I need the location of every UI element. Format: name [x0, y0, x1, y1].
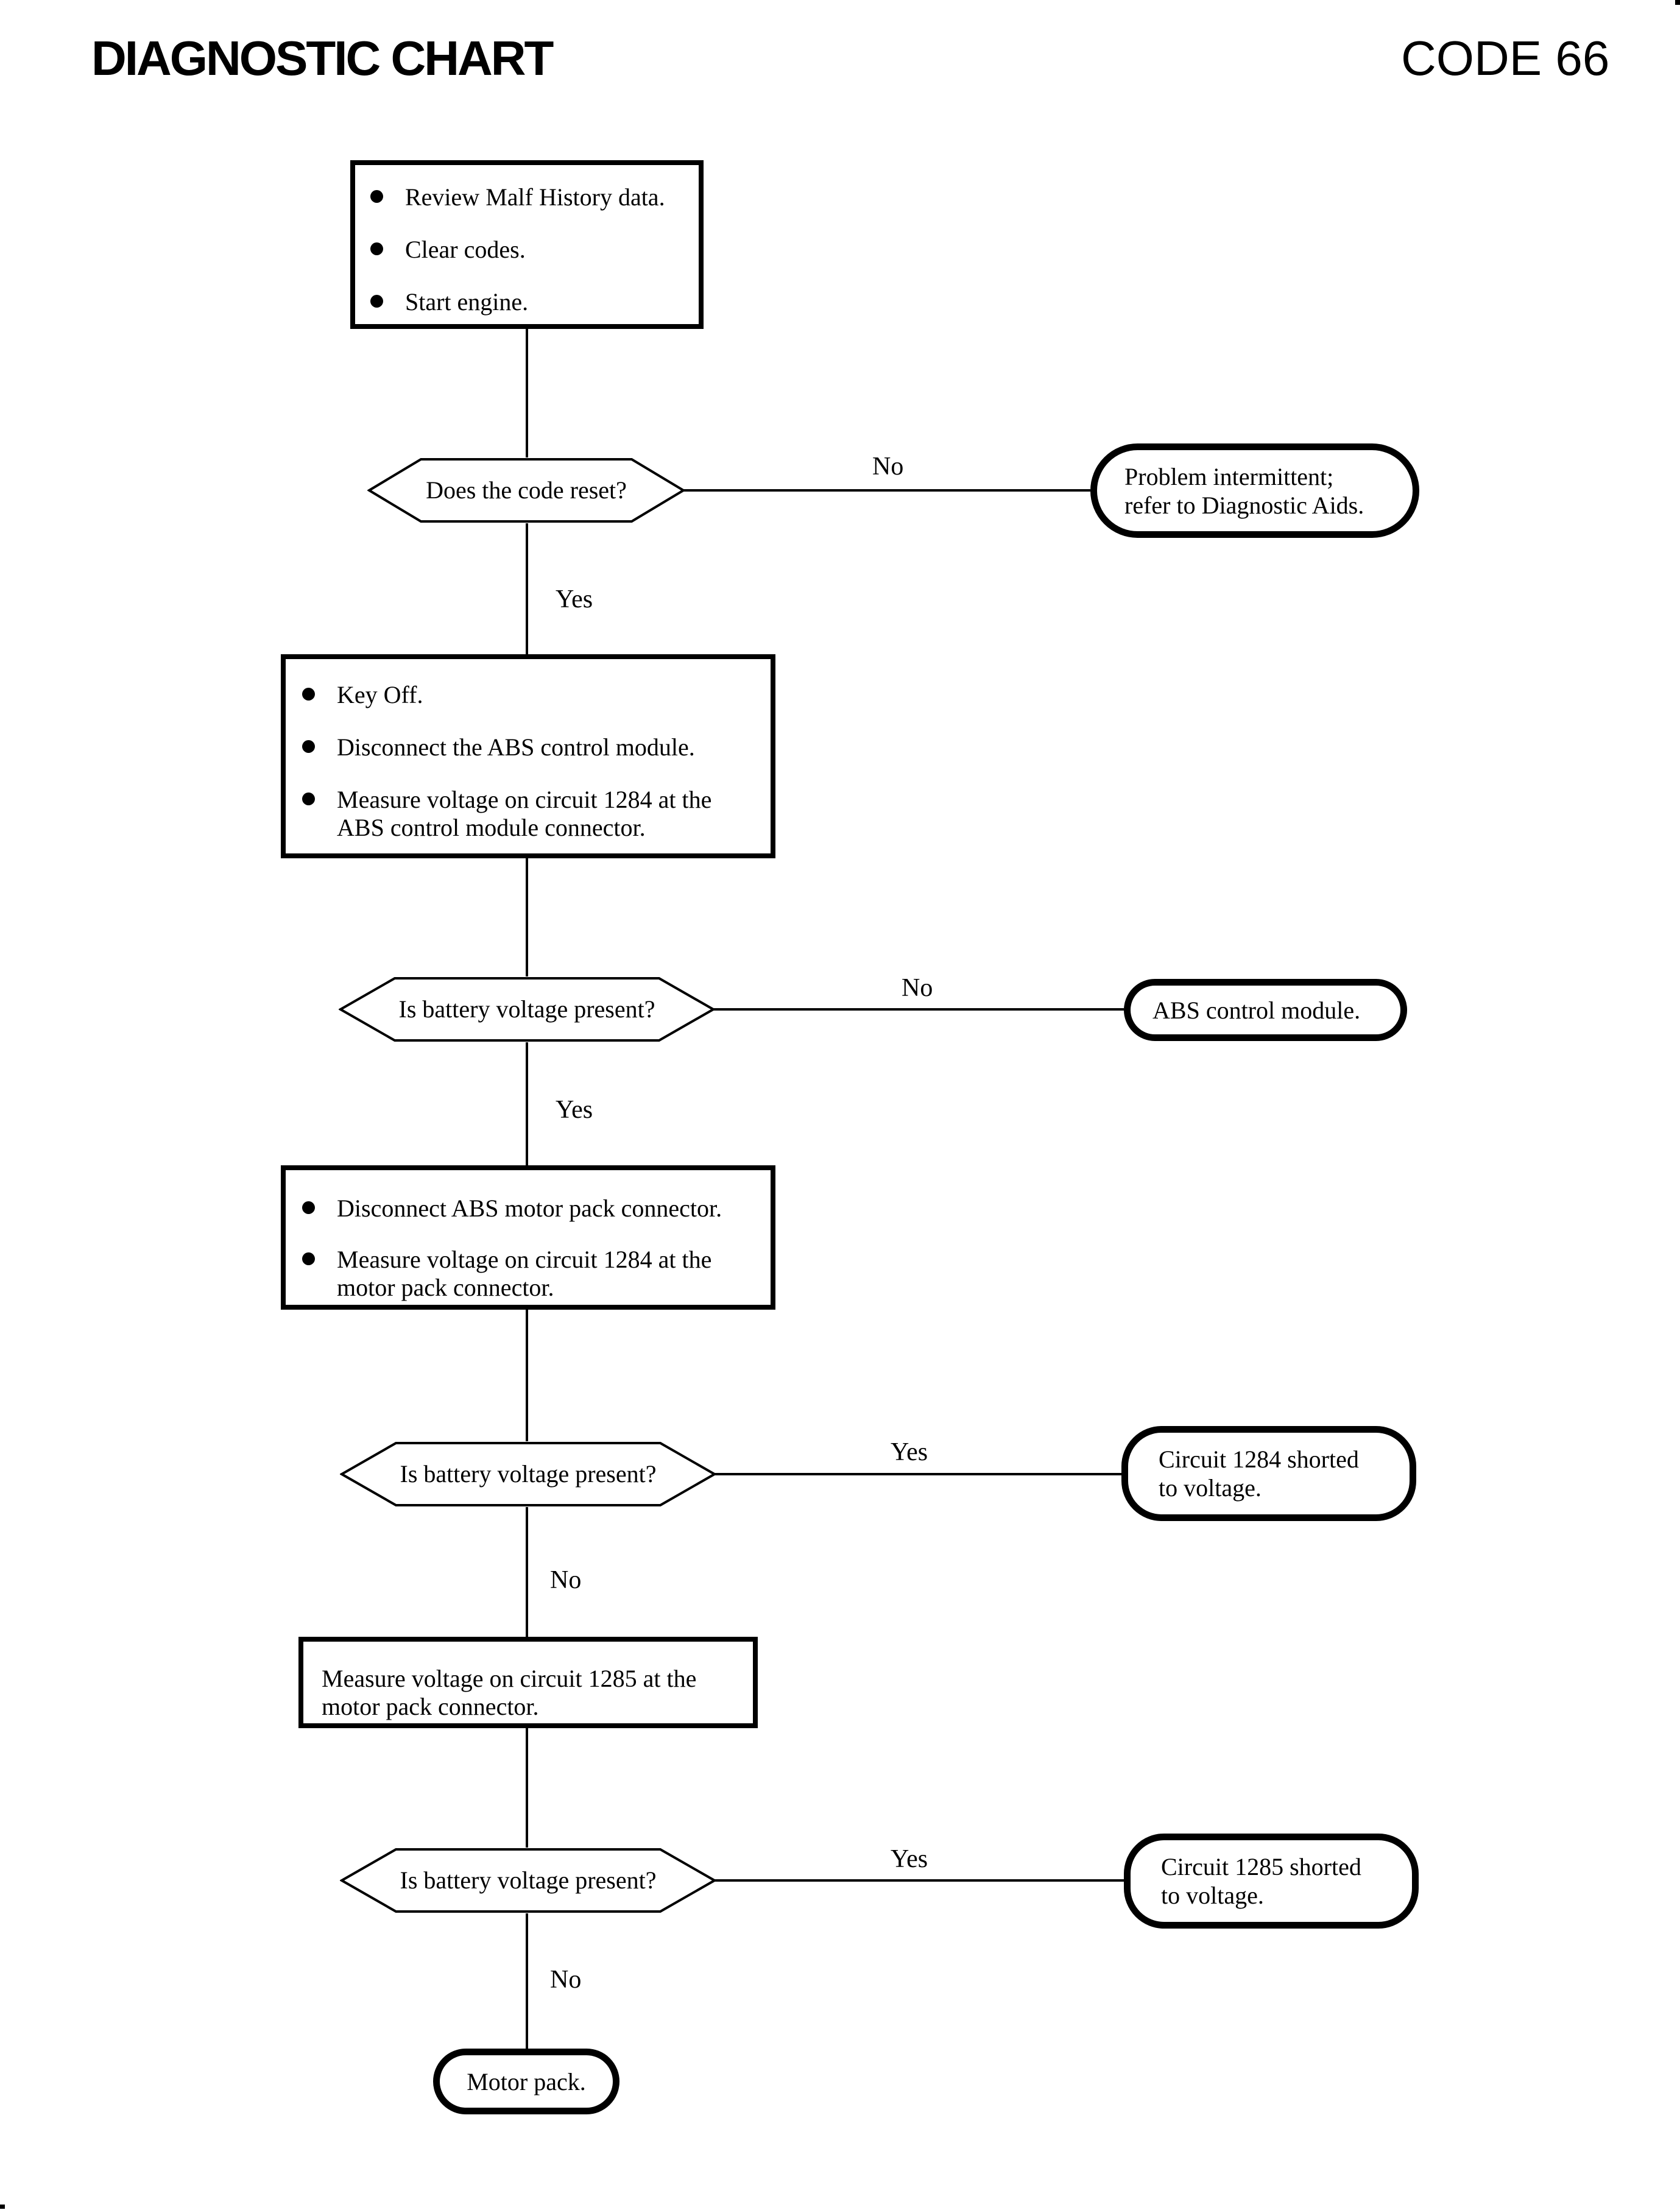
result-motor-pack — [433, 2049, 619, 2114]
step-box-initial-checks — [350, 160, 704, 329]
bullet-icon — [370, 295, 383, 308]
connector-decision3-yes-branch — [715, 1473, 1121, 1475]
bullet-icon — [302, 688, 315, 701]
bullet-icon — [302, 1201, 315, 1214]
decision-question: Is battery voltage present? — [400, 1866, 657, 1894]
bullet-icon — [370, 242, 383, 255]
result-circuit-1285-shorted — [1124, 1834, 1419, 1929]
step-text: Disconnect ABS motor pack connector. — [337, 1195, 722, 1222]
step-box-abs-module-voltage — [281, 654, 775, 858]
list-item — [302, 1246, 745, 1302]
step-text: Start engine. — [405, 288, 529, 316]
connector-decision4-to-motor-pack — [526, 1913, 528, 2049]
branch-label-yes: Yes — [556, 1096, 593, 1124]
step-text: Measure voltage on circuit 1284 at the ABS control module connector. — [337, 786, 712, 841]
bullet-icon — [302, 793, 315, 805]
connector-decision2-no-branch — [713, 1008, 1124, 1011]
connector-decision1-no-branch — [683, 489, 1090, 492]
branch-label-no: No — [902, 974, 933, 1002]
bullet-icon — [302, 1252, 315, 1265]
connector-box2-to-decision2 — [526, 858, 528, 976]
decision-battery-voltage-3 — [340, 1848, 716, 1913]
branch-label-yes: Yes — [891, 1438, 928, 1466]
list-item — [302, 786, 745, 842]
result-circuit-1284-shorted — [1121, 1426, 1416, 1521]
connector-decision1-to-box2 — [526, 523, 528, 654]
list-item — [302, 733, 745, 761]
list-item — [302, 681, 745, 709]
branch-label-no: No — [872, 453, 904, 481]
branch-label-yes: Yes — [556, 585, 593, 613]
connector-box1-to-decision1 — [526, 329, 528, 457]
branch-label-no: No — [550, 1966, 582, 1994]
page-code-number: CODE 66 — [1401, 31, 1610, 85]
step-text: Measure voltage on circuit 1284 at the motor pack connector. — [337, 1246, 712, 1301]
list-item — [370, 183, 686, 211]
decision-question: Does the code reset? — [426, 476, 627, 504]
result-text-line: Circuit 1285 shorted — [1161, 1853, 1361, 1880]
decision-question: Is battery voltage present? — [398, 995, 655, 1023]
list-item — [370, 236, 686, 264]
connector-box3-to-decision3 — [526, 1310, 528, 1441]
scan-artifact-bottom-left — [0, 2205, 5, 2209]
result-text-line: Motor pack. — [467, 2067, 586, 2095]
result-text-line: Problem intermittent; — [1124, 462, 1334, 490]
bullet-icon — [370, 190, 383, 203]
scan-artifact-top-right — [1675, 0, 1680, 5]
connector-decision2-to-box3 — [526, 1042, 528, 1165]
decision-battery-voltage-1 — [339, 976, 715, 1042]
result-text-line: ABS control module. — [1152, 996, 1361, 1024]
decision-battery-voltage-2 — [340, 1441, 716, 1507]
branch-label-no: No — [550, 1566, 582, 1594]
step-box-motor-pack-voltage-1285 — [298, 1637, 758, 1728]
decision-question: Is battery voltage present? — [400, 1460, 657, 1488]
step-box-motor-pack-voltage-1284 — [281, 1165, 775, 1310]
branch-label-yes: Yes — [891, 1845, 928, 1873]
result-problem-intermittent — [1090, 443, 1419, 538]
step-text: Measure voltage on circuit 1285 at the motor pack connector. — [322, 1665, 697, 1720]
list-item — [370, 288, 686, 316]
step-text: Review Malf History data. — [405, 183, 665, 211]
result-abs-control-module — [1124, 979, 1407, 1041]
result-text-line: refer to Diagnostic Aids. — [1124, 491, 1364, 519]
result-text-line: to voltage. — [1161, 1882, 1264, 1909]
step-text: Key Off. — [337, 681, 423, 708]
decision-does-code-reset — [367, 457, 685, 523]
connector-decision4-yes-branch — [715, 1879, 1124, 1882]
bullet-icon — [302, 740, 315, 753]
step-text: Clear codes. — [405, 236, 526, 263]
result-text-line: to voltage. — [1159, 1474, 1262, 1502]
step-text: Disconnect the ABS control module. — [337, 733, 695, 761]
list-item — [302, 1195, 745, 1223]
result-text-line: Circuit 1284 shorted — [1159, 1446, 1359, 1473]
page-title: DIAGNOSTIC CHART — [91, 31, 552, 85]
connector-decision3-to-box4 — [526, 1507, 528, 1637]
connector-box4-to-decision4 — [526, 1728, 528, 1848]
